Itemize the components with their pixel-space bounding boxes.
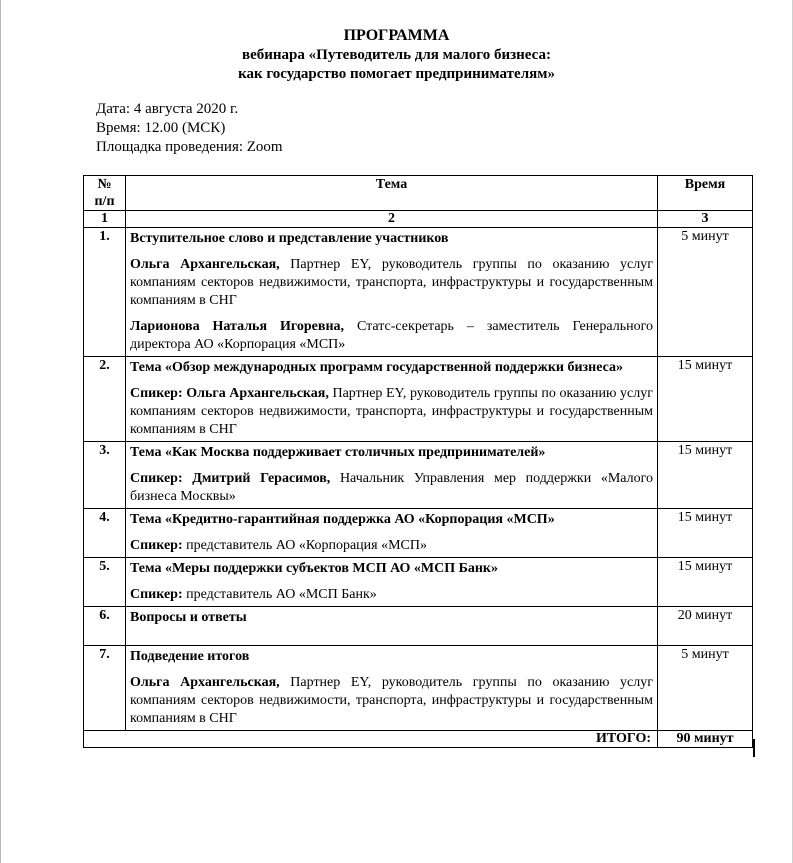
header-number-line1: № (97, 177, 112, 192)
event-time: Время: 12.00 (МСК) (96, 120, 226, 136)
total-row (84, 731, 753, 748)
table-row (84, 558, 753, 607)
header-number-line2: п/п (94, 194, 115, 209)
table-header-row (84, 176, 753, 211)
row-duration: 15 минут (658, 509, 753, 558)
event-venue: Площадка проведения: Zoom (96, 139, 283, 155)
total-value: 90 минут (658, 731, 753, 748)
row-content (126, 442, 658, 509)
row-number: 4. (84, 509, 126, 558)
row-topic: Вопросы и ответы (130, 610, 247, 625)
row-duration: 15 минут (658, 558, 753, 607)
speaker-paragraph (130, 318, 653, 354)
row-number: 1. (84, 228, 126, 357)
row-number: 5. (84, 558, 126, 607)
document-subtitle-line1: вебинара «Путеводитель для малого бизнеса: (242, 47, 551, 63)
speaker-name: Спикер: (130, 587, 183, 602)
speaker-description: Начальник Управления мер поддержки «Малого бизнеса Москвы» (130, 471, 653, 504)
row-content (126, 228, 658, 357)
row-content (126, 558, 658, 607)
speaker-description: Партнер EY, руководитель группы по оказанию услуг компаниям секторов недвижимости, транспорта, инфраструктуры и государственным компаниям в СНГ (130, 257, 653, 308)
speaker-paragraph (130, 385, 653, 439)
program-table (83, 175, 753, 748)
row-number: 7. (84, 646, 126, 731)
row-duration: 20 минут (658, 607, 753, 646)
table-row (84, 646, 753, 731)
table-row (84, 509, 753, 558)
speaker-name: Спикер: (130, 538, 183, 553)
speaker-name: Ольга Архангельская, (130, 675, 280, 690)
row-number: 6. (84, 607, 126, 646)
row-topic: Подведение итогов (130, 649, 250, 664)
row-content (126, 357, 658, 442)
speaker-description: Партнер EY, руководитель группы по оказанию услуг компаниям секторов недвижимости, транспорта, инфраструктуры и государственным компаниям в СНГ (130, 386, 654, 437)
row-topic: Тема «Обзор международных программ государственной поддержки бизнеса» (130, 360, 623, 375)
speaker-description: представитель АО «Корпорация «МСП» (182, 538, 427, 553)
table-row (84, 607, 753, 646)
row-duration: 5 минут (658, 228, 753, 357)
row-duration: 5 минут (658, 646, 753, 731)
table-row (84, 228, 753, 357)
speaker-paragraph (130, 256, 653, 310)
column-index-row (84, 211, 753, 228)
header-cell-number (84, 176, 126, 211)
speaker-name: Спикер: Ольга Архангельская, (130, 386, 329, 401)
header-cell-topic: Тема (126, 176, 658, 211)
speaker-name: Ларионова Наталья Игоревна, (130, 319, 345, 334)
header-cell-time: Время (658, 176, 753, 211)
speaker-paragraph (130, 674, 653, 728)
index-cell-1: 1 (84, 211, 126, 228)
row-content (126, 509, 658, 558)
row-content (126, 607, 658, 646)
table-row (84, 357, 753, 442)
speaker-description: представитель АО «МСП Банк» (182, 587, 377, 602)
text-cursor (753, 739, 755, 757)
document-subtitle-line2: как государство помогает предпринимателям» (238, 66, 555, 82)
index-cell-2: 2 (126, 211, 658, 228)
speaker-paragraph (130, 537, 653, 555)
event-date: Дата: 4 августа 2020 г. (96, 101, 239, 117)
row-content (126, 646, 658, 731)
speaker-description: Партнер EY, руководитель группы по оказанию услуг компаниям секторов недвижимости, транспорта, инфраструктуры и государственным компаниям в СНГ (130, 675, 653, 726)
speaker-paragraph (130, 470, 653, 506)
document-title: ПРОГРАММА (343, 27, 450, 44)
row-topic: Тема «Меры поддержки субъектов МСП АО «МСП Банк» (130, 561, 498, 576)
speaker-name: Ольга Архангельская, (130, 257, 280, 272)
row-duration: 15 минут (658, 357, 753, 442)
page-border-left (0, 0, 1, 863)
row-number: 3. (84, 442, 126, 509)
row-number: 2. (84, 357, 126, 442)
speaker-paragraph (130, 586, 653, 604)
total-label: ИТОГО: (84, 731, 658, 748)
row-duration: 15 минут (658, 442, 753, 509)
row-topic: Тема «Кредитно-гарантийная поддержка АО «Корпорация «МСП» (130, 512, 555, 527)
speaker-name: Спикер: Дмитрий Герасимов, (130, 471, 331, 486)
index-cell-3: 3 (658, 211, 753, 228)
table-row (84, 442, 753, 509)
row-topic: Вступительное слово и представление участников (130, 231, 449, 246)
speaker-description: Статс-секретарь – заместитель Генерального директора АО «Корпорация «МСП» (130, 319, 653, 352)
row-topic: Тема «Как Москва поддерживает столичных предпринимателей» (130, 445, 546, 460)
